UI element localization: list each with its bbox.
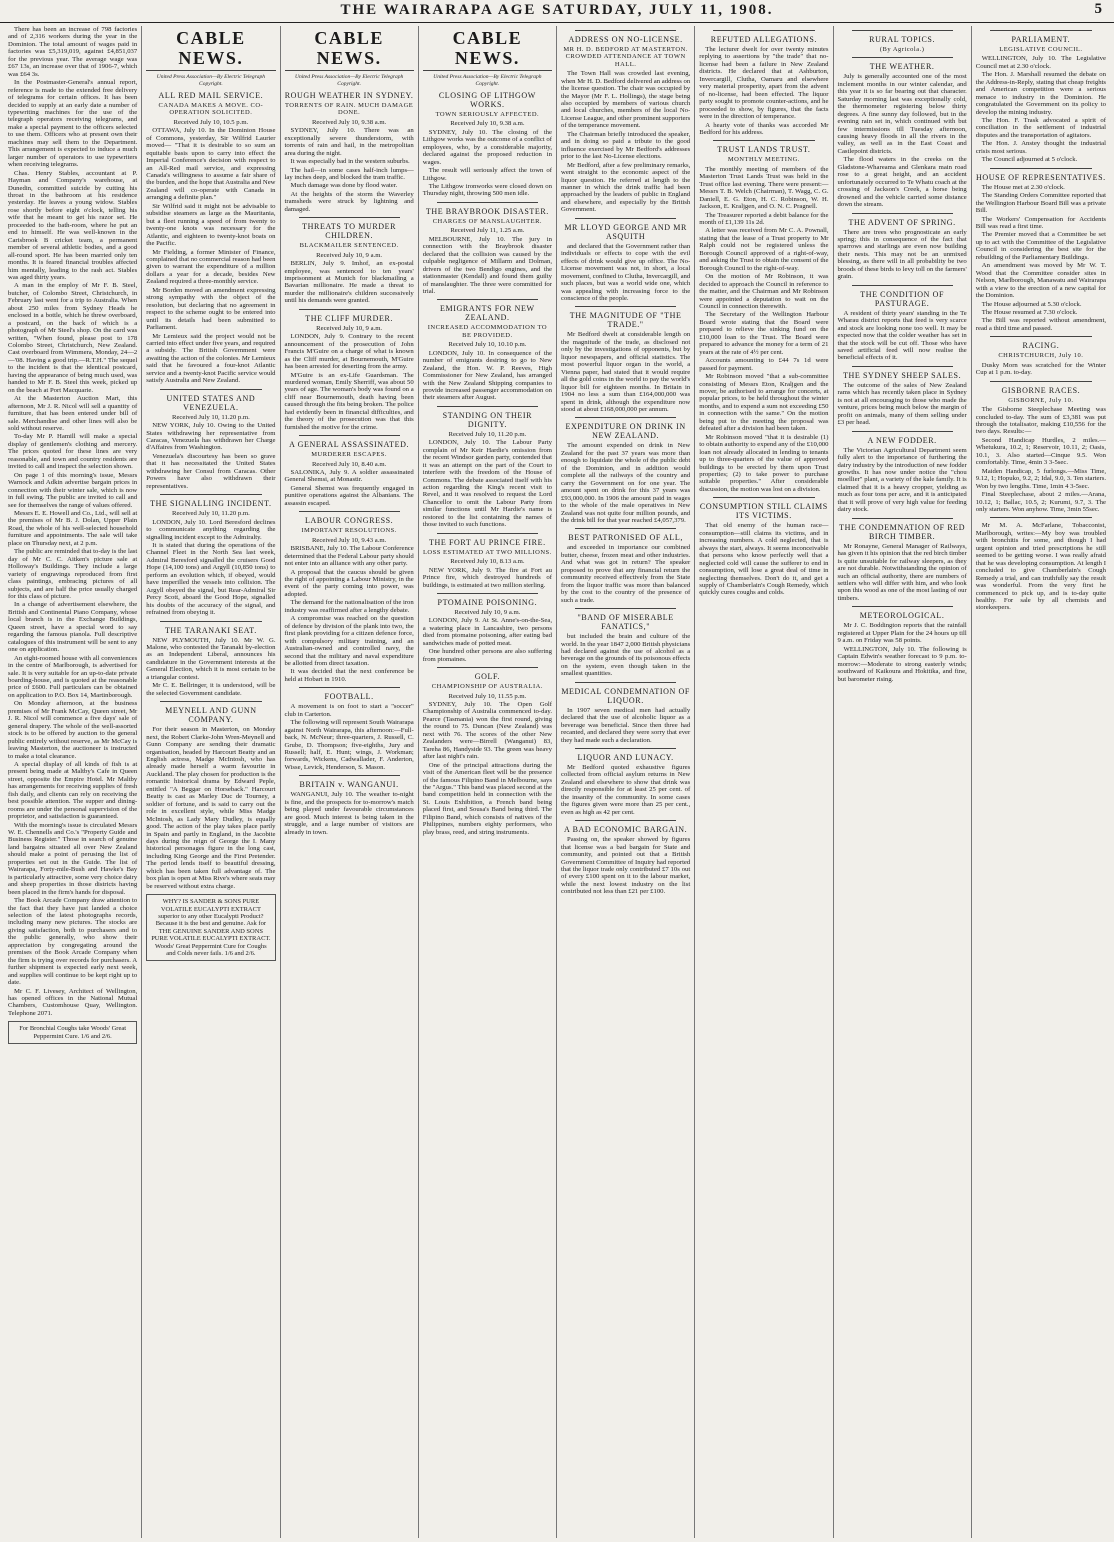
received-time: Received July 10, 10.5 p.m.	[173, 118, 249, 126]
column-5	[557, 26, 695, 1538]
article-title: REFUTED ALLEGATIONS.	[710, 35, 817, 44]
article-paragraph: LONDON, July 9. At St. Anne's-on-the-Sea, a watering place in Lancashire, two persons died from ptomaine poisoning, after eating bad sandwiches made of potted meat.	[422, 617, 552, 647]
article-title: THE WEATHER.	[869, 62, 935, 72]
received-time: Received July 10, 9.38 a.m.	[311, 118, 387, 126]
article-title: PTOMAINE POISONING.	[437, 597, 538, 607]
article-paragraph: There are trees who prognosticate an early spring; this in consequence of the fact that sparrows and starlings are even now building their nests. This may not be an unmixed blessing, as there will in all probability be two broods of these birds to levy toll on the farmers' grain.	[837, 228, 967, 281]
article-title: GOLF.	[474, 672, 500, 682]
section-rule	[575, 417, 676, 418]
received-time: Received July 10, 9.43 a.m.	[311, 536, 387, 544]
article-title: RURAL TOPICS.	[869, 35, 936, 44]
article-paragraph: SYDNEY, July 10. There was an exceptionally severe thunderstorm, with torrents of rain and hail, in the metropolitan area during the night.	[284, 127, 414, 157]
article-title: ALL RED MAIL SERVICE.	[158, 91, 264, 100]
article-paragraph: For their season in Masterton, on Monday next, the Robert Clarke-John Wren-Meynell and Gunn Company are sending their dramatic organisation, headed by Harcourt Beatty and an English actress, Madge McIntosh, who has already made herself a warm favourite in Auckland. The play chosen for production is the romantic historical drama by Edward Peple, entitled "A Beggar on Horseback." Harcourt Beatty is cast as Marley Duc de Tourney, a soldier of fortune, and is said to carry out the role in excellent style, while Miss Madge McIntosh, as Lady Mary Dudley, is equally good. The action of the play takes place partly in Spain and partly in England, in the Jacobite days during the reign of George the I. Many historical personages figure in the long cast, including King George and the First Pretender. The period lends itself to beautiful dressing, which has been taken full advantage of. The box plan is open at Miss Rive's where seats may be reserved without extra charge.	[146, 726, 276, 890]
article-paragraph: A compromise was reached on the question of defence by division of the plank into two, the first plank providing for a citizen defence force, with compulsory military training, and an Australian-owned and controlled navy, the second that the military and naval expenditure be allotted from direct taxation.	[284, 615, 414, 667]
article-paragraph: Maiden Handicap, 5 furlongs.—Miss Time, 9.12, 1; Hopuko, 9.2, 2; Idal, 9.0, 3. Ten starters. Won by two lengths. Time, 1min 4 3-5sec.	[975, 467, 1106, 490]
article-subtitle: BLACKMAILER SENTENCED.	[299, 242, 399, 250]
section-rule	[990, 30, 1092, 31]
paragraph: In the Postmaster-General's annual report, reference is made to the extended free delivery of telegrams for certain offices. It has been decided to supply at an early date a number of typewriting machines for the use of the telegraph operators receiving telegrams, and make a special payment to the officers selected to use them. Officers who at present own their machines may sell them to the Department. This arrangement is expected to induce a much larger number of operators to use typewriters when receiving telegrams.	[8, 79, 138, 169]
received-time: Received July 11, 1.25 a.m.	[450, 227, 525, 235]
article-title: LIQUOR AND LUNACY.	[577, 753, 674, 763]
page-number: 5	[1094, 1, 1102, 17]
cable-news-heading: CABLE NEWS.	[146, 28, 275, 71]
received-time: Received July 10, 10.10 p.m.	[448, 341, 527, 349]
section-rule	[852, 606, 953, 607]
article-paragraph: The Treasurer reported a debit balance for the month of £1,139 11s 2d.	[699, 211, 829, 227]
section-rule	[575, 306, 676, 307]
section-rule	[575, 820, 676, 821]
article-paragraph: SALONIKA, July 9. A soldier assassinated General Shemsi, at Monastir.	[284, 469, 414, 484]
article-paragraph: General Shemsi was frequently engaged in punitive operations against the Albanians. The assassin escaped.	[284, 484, 414, 507]
article-subtitle: CHARGES OF MANSLAUGHTER.	[432, 217, 543, 225]
section-rule	[575, 528, 676, 529]
article-paragraph: The monthly meeting of members of the Masterton Trust Lands Trust was held in the Trust office last evening. There were present:—Messrs T. B. Welch (Chairman), T. Wagg, C. G. Daniell, E. G. Eton, H. C. Robinson, W. H. Jackson, E. Kraljgen, and O. N. C. Pragnell.	[699, 165, 829, 211]
article-paragraph: The outcome of the sales of New Zealand rams which has recently taken place in Sydney is not at all encouraging to those who made the venture, prices being much below the margin of profit on animals, many of them selling under £3 per head.	[837, 381, 967, 427]
article-subtitle: TOWN SERIOUSLY AFFECTED.	[435, 111, 540, 118]
cable-byline: United Press Association—By Electric Telegraph Copyright.	[433, 74, 542, 87]
section-rule	[299, 687, 400, 688]
article-title: MR LLOYD GEORGE AND MR ASQUITH	[564, 222, 687, 241]
article-paragraph: The Town Hall was crowded last evening, when Mr H. D. Bedford delivered an address on the license question. The chair was occupied by the Mayor (Mr F. L. Hollings), the stage being also occupied by members of various church and local churches, members of the local No-License League, and other prominent supporters of the temperance movement.	[561, 70, 691, 130]
article-title: THREATS TO MURDER CHILDREN.	[302, 222, 397, 241]
received-time: Received July 10, 11.20 p.m.	[171, 413, 250, 421]
article-title: CONSUMPTION STILL CLAIMS ITS VICTIMS.	[699, 502, 828, 521]
article-paragraph: One hundred other persons are also suffering from ptomaines.	[422, 648, 552, 663]
article-paragraph: A proposal that the caucus should be given the right of appointing a Labour Ministry, in the event of the party coming into power, was adopted.	[284, 568, 414, 598]
article-subtitle: (By Agricola.)	[879, 46, 925, 53]
article-paragraph: Final Steeplechase, about 2 miles.—Arana, 10.12, 1; Ballac, 10.5, 2; Kurumi, 9.7, 3. The only starters. Won anyhow. Time, 3min 55sec.	[975, 491, 1106, 513]
section-rule	[437, 299, 538, 300]
article-paragraph: July is generally accounted one of the most inclement months in our winter calendar, and this year it is so far bearing out that character. Saturday morning last was exceptionally cold, the thermometer registering below thirty degrees. A fine sunny day followed, but in the evening rain set in, which continued with but few intermissions till Tuesday afternoon, causing heavy floods in all the rivers in the valley, as well as in the East Coast and Castlepoint districts.	[837, 73, 967, 155]
article-paragraph: A resident of thirty years' standing in the Te Wharau district reports that feed is very scarce and stock are looking none too well. It may be expected now that the colder weather has set in that the stock will be cut off. Those who have saved artificial feed will now realise the beneficial effects of it.	[837, 309, 967, 362]
article-paragraph: LONDON, July 10. Lord Beresford declines to communicate anything regarding the signalling incident except to the Admiralty.	[146, 518, 276, 541]
received-time: Received July 10, 9 a.m.	[316, 251, 383, 259]
section-rule	[852, 57, 953, 58]
article-paragraph: Much damage was done by flood water.	[290, 182, 398, 190]
cable-news-heading: CABLE NEWS.	[423, 28, 552, 71]
section-rule	[852, 213, 953, 214]
section-rule	[160, 389, 261, 390]
newspaper-columns	[4, 26, 1110, 1538]
article-paragraph: It was especially bad in the western suburbs.	[290, 158, 410, 166]
article-paragraph: and declared that the Government rather than individuals or effects to cope with the evil effects of drink would give up office. The No-License movement was not, in short, a local movement, confined to Clutha, Invercargill, and such places, but was a world wide one, which was appealing with increasing force to the conscience of the people.	[561, 242, 691, 302]
article-title: BEST PATRONISED OF ALL,	[568, 533, 683, 543]
article-title: STANDING ON THEIR DIGNITY.	[442, 410, 533, 429]
section-rule	[437, 406, 538, 407]
section-rule	[990, 168, 1092, 169]
article-subtitle: LOSS ESTIMATED AT TWO MILLIONS.	[422, 548, 552, 556]
section-rule	[160, 701, 261, 702]
article-title: THE CLIFF MURDER.	[305, 313, 393, 323]
article-title: THE MAGNITUDE OF "THE TRADE."	[569, 311, 682, 330]
article-paragraph: Mr M. A. McFarlane, Tobacconist, Marlborough, writes:—My boy was troubled with bronchitis for some, and though I had urgent opinion and tried prescriptions he still seemed to be getting worse. I was really afraid that he was developing consumption. At length I concluded to give Chamberlain's Cough Remedy a trial, and can truthfully say the result was wonderful. From the very first he commenced to pick up, and is to-day quite healthy. For sale by all chemists and storekeepers.	[975, 522, 1106, 612]
article-paragraph: Mr C. E. Bellringer, it is understood, will be the selected Government candidate.	[146, 682, 276, 697]
article-paragraph: The Secretary of the Wellington Harbour Board wrote stating that the Board were prepared to relieve the sinking fund on the £10,000 loan to the Trust. The Board were prepared to advance the money for a term of 21 years at the rate of 4½ per cent.	[699, 311, 829, 356]
article-paragraph: The Lithgow ironworks were closed down on Thursday night, throwing 500 men idle.	[422, 183, 552, 198]
article-paragraph: A movement is on foot to start a "soccer" club in Carterton.	[284, 703, 414, 718]
column-7	[834, 26, 972, 1538]
article-title: THE TARANAKI SEAT.	[164, 625, 257, 635]
section-rule	[437, 202, 538, 203]
column-6	[695, 26, 833, 1538]
article-paragraph: That old enemy of the human race—consumption—still claims its victims, and in increasing numbers. A cold neglected, that is always the start, always. It seems inconceivable that persons who know perfectly well that a neglected cold will cause the sufferer to end in consumption, will lose a great deal of time in neglecting themselves. Don't do it, and get a supply of Chamberlain's Cough Remedy, which quickly cures coughs and colds.	[699, 522, 829, 597]
paragraph: With the morning's issue is circulated Messrs W. E. Chennells and Co.'s "Property Guide and Business Register." Those in search of genuine land bargains situated all over New Zealand should make a point of perusing the list of properties set out in the Guide. The list of Wairarapa, Forty-mile-Bush and Hawke's Bay is particularly attractive, some very choice dairy and sheep properties in those districts having been placed in the firm's hands for disposal.	[8, 821, 138, 896]
article-paragraph: The House adjourned at 5.30 o'clock.	[981, 300, 1082, 308]
article-paragraph: Mr Bedford, after a few preliminary remarks, went straight to the economic aspect of the liquor question. He referred at length to the manner in which the drink traffic had been approached by the leaders of public in England and elsewhere, and especially by the British Government.	[561, 161, 691, 214]
article-title: LABOUR CONGRESS.	[304, 516, 394, 526]
article-title: UNITED STATES AND VENEZUELA.	[166, 393, 256, 412]
article-paragraph: The Gisborne Steeplechase Meeting was concluded to-day. The sum of £3,381 was put through the totalisator, making £10,556 for the two days. Results:—	[975, 406, 1106, 436]
article-paragraph: Mr J. C. Boddington reports that the rainfall registered at Upper Plain for the 24 hours up till 9 a.m. on Friday was 58 points.	[837, 622, 967, 645]
article-subtitle: CHAMPIONSHIP OF AUSTRALIA.	[431, 683, 543, 691]
article-subtitle: MURDERER ESCAPES.	[311, 451, 387, 459]
column-3	[281, 26, 419, 1538]
received-time: Received July 10, 9.38 a.m.	[450, 120, 525, 128]
section-rule	[852, 285, 953, 286]
article-paragraph: The flood waters in the creeks on the Gladstone-Whareama and Glenkara main road rose to a great height, and an accident unfortunately occurred to Te Whatu coach at the crossing of Jackson's Creek, a horse being drowned and the vehicle carried some distance down the stream.	[837, 156, 967, 209]
article-paragraph: Sir Wilfrid said it might not be advisable to subsidise steamers as large as the Mauritania, but a fleet running a speed of from twenty to twenty-one knots was necessary for the Atlantic, and eighteen to twenty-knot boats on the Pacific.	[146, 202, 276, 248]
paragraph: Messrs E. E. Howell and Co., Ltd., will sell at the premises of Mr B. J. Dolan, Upper Plain Road, the whole of his well-selected household furniture and appointments. The sale will take place on Thursday next, at 2 p.m.	[8, 510, 138, 547]
article-title: A BAD ECONOMIC BARGAIN.	[564, 825, 688, 835]
section-rule	[160, 621, 261, 622]
article-paragraph: The Hon. J. Anstey thought the industrial crisis most serious.	[975, 140, 1106, 155]
article-paragraph: Second Handicap Hurdles, 2 miles.—Whetukura, 10.2, 1; Reservoir, 10.11, 2; Oasis, 10.1, 3. Also started—Cinque 9.5. Won comfortably. Time, 4min 3 3-5sec.	[975, 436, 1106, 467]
article-subtitle: CANADA MAKES A MOVE. CO-OPERATION SOLICITED.	[158, 102, 264, 117]
article-paragraph: NEW YORK, July 9. The fire at Fort au Prince fire, which destroyed hundreds of buildings, is estimated at two million sterling.	[422, 566, 552, 589]
section-rule	[713, 140, 814, 141]
article-paragraph: The Chairman briefly introduced the speaker, and in doing so paid a tribute to the good influence exercised by Mr Bedford's addresses prior to the last No-License elections.	[561, 130, 691, 161]
article-subtitle: MR H. D. BEDFORD AT MASTERTON. CROWDED ATTENDANCE AT TOWN HALL.	[563, 46, 688, 68]
article-paragraph: Accounts amounting to £44 7s 1d were passed for payment.	[699, 357, 829, 372]
article-paragraph: NEW YORK, July 10. Owing to the United States withdrawing her representative from Caracas, Venezuela has withdrawn her Charge d'Affaires from Washington.	[146, 422, 276, 452]
article-paragraph: The result will seriously affect the town of Lithgow.	[422, 167, 552, 182]
paragraph: An eight-roomed house with all conveniences in the centre of Marlborough, is advertised for sale. It is very suitable for an up-to-date private boarding-house, and is quoted at the reasonable price of £600. Full particulars can be obtained on application to P.O. Box 14, Martinborough.	[8, 654, 138, 699]
article-paragraph: MELBOURNE, July 10. The jury in connection with the Braybrook disaster declared that the collision was caused by the culpable negligence of Millarm and Dolman, drivers of the two Bendigo engines, and the stationmaster (Kendall) and found them guilty of manslaughter. The three were committed for trial.	[422, 235, 552, 295]
article-paragraph: It was decided that the next conference be held at Hobart in 1910.	[284, 668, 414, 683]
article-paragraph: Mr Bedford quoted exhaustive figures collected from official asylum returns in New Zealand and elsewhere to show that drink was directly responsible for at least 25 per cent. of the insanity of the community. In some cases the figures given were more than 25 per cent., even as high as 42 per cent.	[561, 764, 691, 816]
paragraph: The public are reminded that to-day is the last day of Mr C. C. Aitken's picture sale at Holloway's Buildings. They include a large variety of engravings reproduced from first class paintings, embracing pictures of all subjects, and are half the price usually charged for this class of picture.	[8, 548, 138, 600]
section-rule	[437, 667, 538, 668]
article-paragraph: Mr Robinson moved "that a sub-committee consisting of Messrs Eton, Kraljgen and the mover, be authorised to arrange for concerts, at popular prices, to be held throughout the winter months, and to expend a sum not exceeding £50 in connection with the same." On the motion being put to the meeting the proposal was defeated after a division had been taken.	[699, 373, 829, 433]
article-subtitle: TORRENTS OF RAIN. MUCH DAMAGE DONE.	[284, 102, 414, 117]
section-rule	[575, 682, 676, 683]
paragraph: A special display of all kinds of fish is at present being made at Maltby's Cafe in Queen street, opposite the Empire Hotel. Mr Maltby has arrangements for receiving supplies of fresh fish daily, and clients can rely on receiving the best possible attention. The supper and dining-rooms are under the personal supervision of the proprietor, and satisfaction is guaranteed.	[8, 760, 138, 821]
article-paragraph: At the heights of the storm the Waverley tramsheds were struck by lightning and damaged.	[284, 190, 414, 213]
article-paragraph: Mr Fielding, a former Minister of Finance, complained that no commercial reason had been given to warrant the expenditure of a million dollars a year for a decade, besides New Zealand required a three-monthly service.	[146, 248, 276, 286]
section-rule	[852, 30, 953, 31]
paragraph: A man in the employ of Mr F. B. Steel, butcher, of Colombo Street, Christchurch, in February last went for a trip to Australia. When about 250 miles from Sydney Heads he enclosed in a bottle, which he threw overboard, a postcard, on the back of which is a photograph of Mr Steel's shop. On the card was written, "When found, please post to 178 Colombo Street, Christchurch, New Zealand. Cast overboard from Wimmera, Monday, 24—2—'08. Having a good trip.—R.T.H." The sequel to the incident is that the identical postcard, having the appearance of being much used, was handed to Mr F. B. Steel this week, picked up on the beach at Port Macquarie.	[8, 282, 138, 394]
article-paragraph: One of the principal attractions during the visit of the American fleet will be the presence of the famous Filipino Band in Melbourne, says the "Argus." This band was placed second at the band competition held in connection with the St. Louis Exhibition, a French band being placed first, and Sousa's Band being third. The Filipino Band, which consists of natives of the Philippines, numbers eighty performers, who play brass, reed, and string instruments.	[422, 761, 552, 836]
article-paragraph: Mr Lemieux said the project would not be carried into effect under five years, and required a subsidy. The British Government were awaiting the action of the colonies. Mr Lemieux said that he favoured a four-knot Atlantic service and a twenty-knot Pacific service would satisfy Australia and New Zealand.	[146, 332, 276, 385]
article-paragraph: The Workers' Compensation for Accidents Bill was read a first time.	[975, 215, 1106, 231]
section-rule	[437, 533, 538, 534]
received-time: Received July 10, 8.13 a.m.	[450, 558, 525, 566]
article-title: ADDRESS ON NO-LICENSE.	[568, 35, 683, 44]
article-paragraph: The Victorian Agricultural Department seem fully alert to the importance of furthering the dairy industry by the introduction of new fodder growths. It has now under notice the "chou moellier" plant, a variety of the kale family. It is claimed that it is a heavy cropper, yielding as much as four tons per acre, and it is anticipated that it will prove of very high value for feeding dairy stock.	[837, 446, 967, 514]
section-rule	[575, 218, 676, 219]
article-title: MEYNELL AND GUNN COMPANY.	[165, 706, 257, 725]
article-paragraph: The House resumed at 7.30 o'clock.	[981, 309, 1078, 316]
article-title: THE ADVENT OF SPRING.	[848, 217, 956, 227]
article-paragraph: NEW PLYMOUTH, July 10. Mr W. G. Malone, who contested the Taranaki by-election as an Independent Liberal, announces his candidature in the Government interests at the General Election, which it is most certain to be a triangular contest.	[146, 636, 276, 681]
received-time: Received July 10, 11.20 p.m.	[448, 430, 527, 438]
article-paragraph: A letter was received from Mr C. A. Pownall, stating that the lease of a Trust property to Mr Ralph could not be registered unless the Borough Council approved of a right-of-way, and asking the Trust to obtain the consent of the Borough Council to the right-of-way.	[699, 227, 829, 272]
article-paragraph: The Standing Orders Committee reported that the Wellington Harbour Board Bill was a private Bill.	[975, 192, 1106, 215]
paragraph: To-day Mr P. Hamill will make a special display of gentlemen's clothing and mercery. The prices quoted for these lines are very reasonable, and town and country residents are invited to call and inspect the selection shown.	[8, 433, 138, 471]
article-paragraph: In 1907 seven medical men had actually declared that the use of alcoholic liquor as a beverage was beneficial. Since then three had recanted, and declared they were sorry that ever they had made such a declaration.	[561, 706, 691, 744]
section-rule	[437, 593, 538, 594]
article-paragraph: A hearty vote of thanks was accorded Mr Bedford for his address.	[699, 121, 829, 136]
article-title: FOOTBALL.	[324, 692, 374, 702]
article-title: THE SYDNEY SHEEP SALES.	[843, 370, 962, 380]
section-rule	[852, 431, 953, 432]
cable-news-heading: CABLE NEWS.	[285, 28, 414, 71]
article-paragraph: Mr Bedford dwelt at considerable length on the magnitude of the trade, as disclosed not only by the investigations of opponents, but by liquor newspapers, and official statistics. The most powerful liquor organ in the world, a Vienna paper, had stated that it would require all the gold coins in the world to pay the world's liquor bill for eighteen months. In Britain in 1904 no less a sum than £164,000,000 was spent in drink, although the expenditure now stood at about £168,000,000 per annum.	[561, 331, 691, 413]
article-paragraph: The amount expended on drink in New Zealand for the past 37 years was more than enough to liquidate the whole of the public debt of the Dominion, and in addition would complete all the railways of the country and carry the Government on for one year. The amount spent on drink for this 37 years was £93,000,000. In 1906 the amount paid in wages to the whole of the male operatives in New Zealand was not quite four million pounds, and the drink bill for that year reached £4,057,379.	[561, 442, 691, 524]
article-paragraph: LONDON, July 10. In consequence of the number of emigrants desiring to go to New Zealand, the Hon. W. P. Reeves, High Commissioner for New Zealand, has arranged with the New Zealand Shipping companies to provide increased passenger accommodation on their steamers after August.	[422, 349, 552, 402]
article-paragraph: LONDON, July 10. The Labour Party complain of Mr Keir Hardie's omission from the recent Windsor garden party, contended that it was an attempt on the part of the Court to interfere with the freedom of the House of Commons. The debate associated itself with his action regarding the King's recent visit to Revel, and it was resolved to request the Lord Chancellor to omit the Labour Party from similar functions until Mr Hardie's name is restored to the list containing the names of those invited to such functions.	[422, 439, 552, 529]
article-title: BRITAIN v. WANGANUI.	[299, 780, 399, 790]
article-title: ROUGH WEATHER IN SYDNEY.	[284, 91, 414, 100]
column-4	[419, 26, 557, 1538]
received-time: Received July 10, 11.55 p.m.	[448, 692, 527, 700]
article-paragraph: WELLINGTON, July 10. The following is Captain Edwin's weather forecast to 9 p.m. to-morrow:—Moderate to strong easterly winds; southward of Kaikoura and Hokitika, and fine, but barometer rising.	[837, 645, 967, 683]
article-paragraph: The Premier moved that a Committee be set up to act with the Committee of the Legislative Council in considering the best site for the rebuilding of the Parliamentary Buildings.	[975, 231, 1106, 261]
article-subtitle: IMPORTANT RESOLUTIONS.	[301, 527, 397, 535]
column-1	[4, 26, 142, 1538]
paragraph: Chas. Henry Stables, accountant at P. Hayman and Company's warehouse, at Dunedin, committed suicide by cutting his throat in the bathroom at his residence yesterday. He leaves a young widow. Stables rose shortly before eight o'clock, telling his wife that he meant to get his razor set. He proceeded to the bath-room, where he put an end to himself. He was well-known in the Carisbrook B cricket team, a permanent member of several athletic bodies, and a good all-round sport. He has been married only ten months. It is feared financial troubles affected him mentally, leading to the rash act. Stables was aged thirty years.	[8, 169, 138, 281]
article-title: THE FORT AU PRINCE FIRE.	[429, 537, 546, 547]
article-title: RACING.	[1022, 341, 1060, 351]
paragraph: Mr C. F. Livesey, Architect of Wellington, has opened offices in the National Mutual Chambers, Customhouse Quay, Wellington. Telephone 2071.	[8, 987, 138, 1017]
article-paragraph: The hail—in some cases half-inch lumps—lay inches deep, and blocked the tram traffic.	[284, 166, 414, 181]
article-paragraph: The Hon. F. Trask advocated a spirit of conciliation in the settlement of industrial disputes and the transportation of agitators.	[975, 117, 1106, 139]
article-paragraph: WELLINGTON, July 10. The Legislative Council met at 2.30 o'clock.	[975, 55, 1106, 70]
column-8	[972, 26, 1110, 1538]
article-subtitle: LEGISLATIVE COUNCIL.	[999, 46, 1083, 53]
paragraph: There has been an increase of 798 factories and of 2,316 workers during the year in the Dominion. The total amount of wages paid in factories was £5,319,019, against £4,851,037 for the previous year. The average wage was £67 13s, an increase over that of 1906-7, which was £64 3s.	[8, 26, 138, 78]
article-title: PARLIAMENT.	[1011, 35, 1071, 44]
paragraph: In a change of advertisement elsewhere, the British and Continental Piano Company, whose local branch is in the Exchange Buildings, Queen street, have a special word to say regarding the famous pianola. Full descriptive catalogues of this instrument will be sent to any one on application.	[8, 601, 138, 654]
column-2	[142, 26, 280, 1538]
article-paragraph: Mr Ronayne, General Manager of Railways, has given it his opinion that the red birch timber is quite unsuitable for railway sleepers, as they are not durable. Notwithstanding the opinion of such an official authority, there are numbers of settlers who will differ with him, and who look upon this wood as one of the most lasting of our timbers.	[837, 542, 967, 602]
article-title: THE CONDITION OF PASTURAGE.	[860, 289, 945, 308]
section-rule	[299, 309, 400, 310]
article-paragraph: OTTAWA, July 10. In the Dominion House of Commons, yesterday, Sir Wilfrid Laurier moved— "That it is desirable to so sum an equitable basis upon to carry into effect the Imperial Conference's decision with respect to an All-Red mail service, and expressing Canada's willingness to assume a fair share of the burden, and the hope that Australia and New Zealand will co-operate with Canada in arranging a definite plan."	[146, 127, 276, 202]
section-rule	[990, 381, 1092, 382]
advertisement: WHY? IS SANDER & SONS PURE VOLATILE EUCALYPTI EXTRACT superior to any other Eucalypti Product? Because it is the best and genuine. Ask for THE GENUINE SANDER AND SONS PURE VOLATILE EUCALYPTI EXTRACT. Woods' Great Peppermint Cure for Coughs and Colds never fails. 1/6 and 2/6.	[146, 894, 275, 961]
received-time: Received July 10, 9 a.m.	[454, 608, 521, 616]
article-subtitle: INCREASED ACCOMMODATION TO BE PROVIDED.	[427, 324, 548, 339]
article-paragraph: WANGANUI, July 10. The weather to-night is fine, and the prospects for to-morrow's match being played under favourable circumstances are good. Much interest is being taken in the struggle, and a large number of visitors are already in town.	[284, 791, 414, 836]
article-paragraph: The Hon. J. Marshall resumed the debate on the Address-in-Reply, stating that cheap freights and American competition were a serious menace to industry in the Dominion. He congratulated the Government on its policy to develop the mining industry.	[975, 71, 1106, 116]
article-subtitle: MONTHLY MEETING.	[727, 156, 800, 164]
section-rule	[713, 30, 814, 31]
article-paragraph: It is stated that during the operations of the Channel Fleet in the North Sea last week, Admiral Beresford signalled the cruisers Good Hope (14,100 tons) and Argyll (10,850 tons) to perform an evolution which, if obeyed, would have imperilled the vessels into collision. The Argyll obeyed the signal, but Rear-Admiral Sir Percy Scott, aboard the Good Hope, signalled his doubts of the accuracy of the signal, and refrained from obeying it.	[146, 542, 276, 617]
article-subtitle: CHRISTCHURCH, July 10.	[998, 352, 1084, 360]
article-paragraph: BRISBANE, July 10. The Labour Conference determined that the Federal Labour party should not enter into an alliance with any other party.	[284, 545, 414, 568]
advertisement: For Bronchial Coughs take Woods' Great Peppermint Cure. 1/6 and 2/6.	[8, 1021, 137, 1044]
article-title: TRUST LANDS TRUST.	[717, 145, 811, 155]
section-rule	[852, 518, 953, 519]
article-paragraph: The following will represent South Wairarapa against North Wairarapa, this afternoon:—Full-back, N. McNeur; three-quarters, J. Russell, C. Grube, D. Thompson; five-eighths, Jury and Russell; half, E. Hunt; wings, J. Workman; forwards, Wickens, Cadwallader, F. Anderton, Wisse, Levick, Henderson, S. Mason.	[284, 719, 414, 771]
section-rule	[299, 511, 400, 512]
article-paragraph: SYDNEY, July 10. The closing of the Lithgow works was the outcome of a conflict of employees, who, by a considerable majority, declared against the proposed reduction in wages.	[422, 128, 552, 166]
received-time: Received July 10, 8.40 a.m.	[311, 460, 387, 468]
article-title: HOUSE OF REPRESENTATIVES.	[976, 172, 1106, 182]
article-paragraph: BERLIN, July 9. Imhof, an ex-postal employee, was sentenced to ten years' imprisonment at Munich for blackmailing a Bavarian millionaire. He made a threat to murder the millionaire's children successively until his demands were granted.	[284, 260, 414, 305]
section-rule	[299, 435, 400, 436]
section-rule	[160, 494, 261, 495]
section-rule	[990, 517, 1092, 518]
masthead-title: THE WAIRARAPA AGE SATURDAY, JULY 11, 1908.	[340, 2, 774, 18]
article-paragraph: Mr Borden moved an amendment expressing strong sympathy with the object of the resolution, but declaring that no agreement in respect to the scheme ought to be entered into until its details had been submitted to Parliament.	[146, 286, 276, 332]
article-title: "BAND OF MISERABLE FANATICS,"	[577, 613, 674, 632]
section-rule	[713, 497, 814, 498]
article-title: EXPENDITURE ON DRINK IN NEW ZEALAND.	[565, 422, 686, 441]
section-rule	[299, 775, 400, 776]
section-rule	[575, 608, 676, 609]
paragraph: On page 1 of this morning's issue, Messrs Warnock and Adkin advertise bargain prices in connection with their winter sale, which is now in full swing. The public are invited to call and see for themselves the range of values offered.	[8, 471, 138, 509]
section-rule	[575, 748, 676, 749]
article-paragraph: An amendment was moved by Mr W. T. Wood that the Committee consider sites in Nelson, Marlborough, Manawatu and Wairarapa with a view to the erection of a new capital for the Dominion.	[975, 262, 1106, 300]
received-time: Received July 10, 9 a.m.	[316, 324, 383, 332]
article-paragraph: The lecturer dwelt for over twenty minutes replying to assertions by "the trade" that no-license had been a failure in New Zealand districts. He declared that at Ashburton, Invercargill, Clutha, Oamaru and elsewhere very material prosperity, apart from the advent of no-license, had been effected. The liquor party sought to promote counter-actions, and he proceeded to show, by figures, that the facts were in the direction of temperance.	[699, 46, 829, 121]
article-paragraph: Venezuela's discourtesy has been so grave that it has necessitated the United States withdrawing her Consul from Caracas. Other Powers have also withdrawn their representatives.	[146, 452, 276, 490]
article-title: GISBORNE RACES.	[1001, 385, 1081, 395]
article-title: THE SIGNALLING INCIDENT.	[150, 499, 272, 509]
section-rule	[852, 366, 953, 367]
article-paragraph: The Council adjourned at 5 o'clock.	[981, 156, 1078, 164]
section-rule	[990, 336, 1092, 337]
article-title: A GENERAL ASSASSINATED.	[289, 440, 410, 450]
article-paragraph: SYDNEY, July 10. The Open Golf Championship of Australia commenced to-day. Pearce (Tasmania) won the first round, giving the round to 75. Duncan (New Zealand) was next with 76. The scores of the other New Zealanders were—Birrell (Wanganui) 83, Tareha 86, Handyside 93. The green was heavy after last night's rain.	[422, 701, 552, 761]
article-paragraph: Passing on, the speaker showed by figures that license was a bad bargain for State and community, and pointed out that a British Government Committee of Inquiry had reported that the liquor trade only contributed £7 10s out of every £100 spent on it to the labour market, while the next lowest industry on the list contributed not less than £21 per £100.	[561, 836, 691, 896]
received-time: Received July 10, 11.20 p.m.	[171, 510, 250, 518]
article-paragraph: M'Guire is an ex-Life Guardsman. The murdered woman, Emily Sherriff, was about 50 years of age. The woman's body was found on a cliff near Bournemouth, death having been caused through the fits being broken. The police had evidently been in financial difficulties, and the theory of the prosecution was that this furnished the motive for the crime.	[284, 371, 414, 431]
article-title: CLOSING OF LITHGOW WORKS.	[438, 91, 536, 109]
article-subtitle: GISBORNE, July 10.	[1008, 396, 1074, 404]
article-paragraph: but included the brain and culture of the world. In the year 1847 2,000 British physicians had declared against the use of alcohol as a beverage on the grounds of its poisonous effects on the system, even though taken in the smallest quantities.	[561, 633, 691, 678]
cable-byline: United Press Association—By Electric Telegraph Copyright.	[294, 74, 404, 87]
section-rule	[575, 30, 676, 31]
article-title: THE CONDEMNATION OF RED BIRCH TIMBER.	[839, 522, 966, 541]
article-paragraph: LONDON, July 9. Contrary to the recent announcement of the prosecution of John Francis M'Guire on a charge of what is known as the Cliff murder, at Bournemouth, M'Guire has been arrested for deserting from the army.	[284, 333, 414, 371]
article-paragraph: The Bill was reported without amendment, read a third time and passed.	[975, 317, 1106, 332]
article-paragraph: Mr Robinson moved "that it is desirable (1) to obtain authority to expend any of the £10,000 loan not already allocated in lending to tenants up to three-quarters of the value of approved buildings to be erected by them upon Trust properties; (2) to take power to purchase suitable properties." After considerable discussion, the motion was lost on a division.	[699, 433, 829, 493]
article-title: EMIGRANTS FOR NEW ZEALAND.	[440, 304, 535, 323]
article-paragraph: On the motion of Mr Robinson, it was decided to approach the Council in reference to the matter, and the Chairman and Mr Robinson were appointed a deputation to wait on the Council in connection therewith.	[699, 273, 829, 310]
section-rule	[299, 217, 400, 218]
cable-byline: United Press Association—By Electric Telegraph Copyright.	[156, 74, 265, 87]
article-title: METEOROLOGICAL.	[859, 611, 945, 621]
paragraph: On Monday afternoon, at the business premises of Mr Frank McCay, Queen street, Mr J. R. Nicol will commence a five days' sale of general drapery. The whole of the well-assorted stock is to be offered by auction to the general public entirely without reserve, as Mr McCay is leaving Masterton, the auctioneer is instructed to make a total clearance.	[8, 700, 138, 760]
article-paragraph: The House met at 2.30 o'clock.	[981, 183, 1065, 191]
article-title: A NEW FODDER.	[867, 435, 937, 445]
article-paragraph: Dusky Morn was scratched for the Winter Cup at 1 p.m. to-day.	[975, 361, 1106, 377]
masthead	[0, 0, 1114, 23]
article-paragraph: and exceeded in importance our combined butter, cheese, frozen meat and other industries. And what was got in return? The speaker proposed to prove that any financial return the community received effectively from the State from the liquor traffic was more than balanced by the cost to the country of the presence of such a trade.	[561, 544, 691, 604]
paragraph: The Book Arcade Company draw attention to the fact that they have just landed a choice selection of the latest photographs records, including many new pictures. The stocks are giving satisfaction, both to purchasers and to the public generally, who show their appreciation by congregating around the premises of the Book Arcade Company when the firm is trying over records for purchasers. A further shipment is expected early next week, and supplies will continue to be kept right up to date.	[8, 897, 138, 987]
article-title: THE BRAYBROOK DISASTER.	[425, 206, 549, 216]
paragraph: At the Masterton Auction Mart, this afternoon, Mr J. R. Nicol will sell a quantity of furniture, that has been entered under bill of sale. Merchandise and other lines will also be sold without reserve.	[8, 395, 138, 433]
article-paragraph: The demand for the nationalisation of the iron industry was reaffirmed after a lengthy debate.	[284, 599, 414, 614]
article-title: MEDICAL CONDEMNATION OF LIQUOR.	[561, 686, 690, 705]
